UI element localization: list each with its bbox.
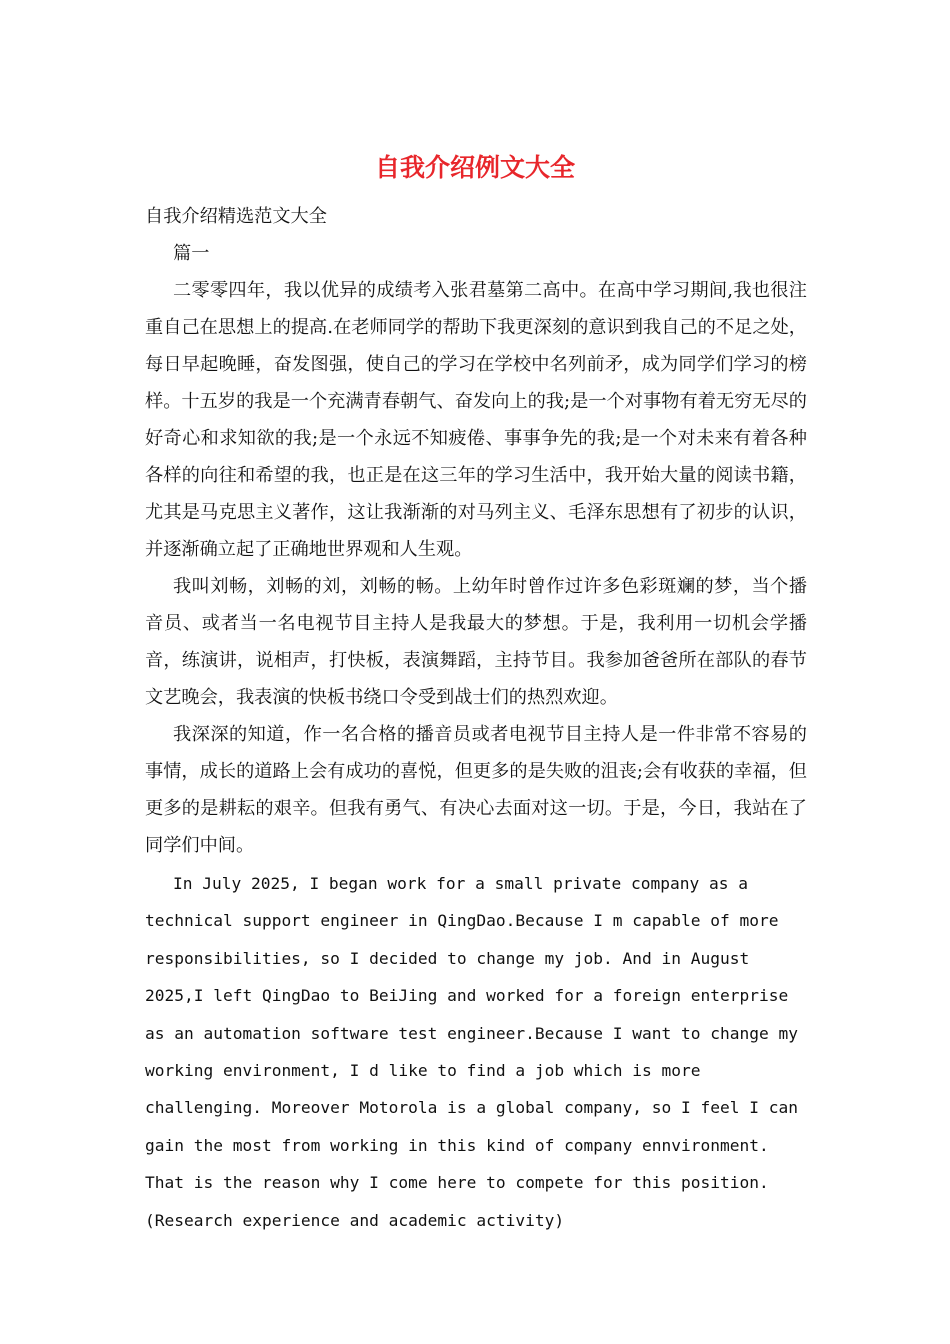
paragraph-1: 二零零四年，我以优异的成绩考入张君墓第二高中。在高中学习期间,我也很注重自己在思想上的提高.在老师同学的帮助下我更深刻的意识到我自己的不足之处，每日早起晚睡，奋发图强，使自己的学习在学校中名列前矛，成为同学们学习的榜样。十五岁的我是一个充满青春朝气、奋发向上的我;是一个对事物有着无穷无尽的好奇心和求知欲的我;是一个永远不知疲倦、事事争先的我;是一个对未来有着各种各样的向往和希望的我，也正是在这三年的学习生活中，我开始大量的阅读书籍，尤其是马克思主义著作，这让我渐渐的对马列主义、毛泽东思想有了初步的认识，并逐渐确立起了正确地世界观和人生观。	[145, 280, 807, 560]
paragraph-2: 我叫刘畅，刘畅的刘，刘畅的畅。上幼年时曾作过许多色彩斑斓的梦，当个播音员、或者当一名电视节目主持人是我最大的梦想。于是，我利用一切机会学播音，练演讲，说相声，打快板，表演舞蹈，主持节目。我参加爸爸所在部队的春节文艺晚会，我表演的快板书绕口令受到战士们的热烈欢迎。	[145, 576, 807, 708]
english-paragraph: In July 2025, I began work for a small private company as a technical support engineer in QingDao.Because I m capable of more responsibilities, so I decided to change my job. And in August 2025,I left QingDao to BeiJing and worked for a foreign enterprise as an automation software test engineer.Because I want to change my working environment, I d like to find a job which is more challenging. Moreover Motorola is a global company, so I feel I can gain the most from working in this kind of company ennvironment. That is the reason why I come here to compete for this position. (Research experience and academic activity)	[145, 874, 798, 1230]
document-body	[145, 198, 807, 1239]
document-subtitle: 自我介绍精选范文大全	[145, 206, 327, 227]
section-label: 篇一	[173, 243, 210, 264]
paragraph-3: 我深深的知道，作一名合格的播音员或者电视节目主持人是一件非常不容易的事情，成长的道路上会有成功的喜悦，但更多的是失败的沮丧;会有收获的幸福，但更多的是耕耘的艰辛。但我有勇气、有决心去面对这一切。于是，今日，我站在了同学们中间。	[145, 724, 807, 856]
document-title: 自我介绍例文大全	[374, 153, 575, 182]
